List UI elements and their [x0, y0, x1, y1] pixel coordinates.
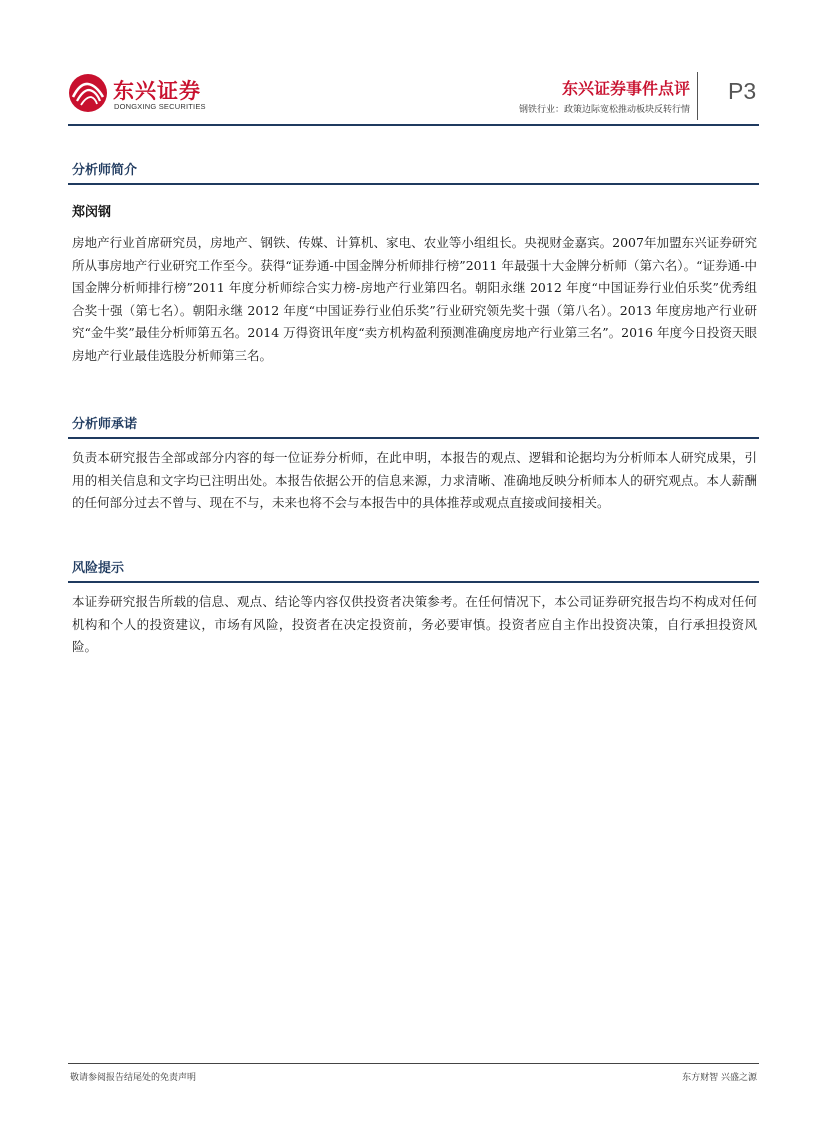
footer-rule — [68, 1063, 759, 1064]
risk-warning-section — [68, 559, 759, 659]
section-title-risk: 风险提示 — [72, 561, 125, 576]
report-title: 东兴证券事件点评 — [561, 79, 690, 98]
footer-disclaimer-note: 敬请参阅报告结尾处的免责声明 — [70, 1073, 197, 1083]
analyst-commitment-section — [68, 415, 759, 515]
logo-english-name: DONGXING SECURITIES — [114, 102, 206, 111]
footer-slogan: 东方财智 兴盛之源 — [682, 1073, 757, 1083]
analyst-name: 郑闵钢 — [72, 205, 112, 220]
section-title-analyst-intro: 分析师简介 — [72, 163, 138, 178]
page-header — [0, 0, 827, 130]
section-rule — [68, 183, 759, 185]
header-rule — [68, 124, 759, 126]
commitment-text: 负责本研究报告全部或部分内容的每一位证券分析师，在此申明，本报告的观点、逻辑和论据均为分析师本人研究成果，引用的相关信息和文字均已注明出处。本报告依据公开的信息来源，力求清晰、准确地反映分析师本人的研究观点。本人薪酬的任何部分过去不曾与、现在不与，未来也将不会与本报告中的具体推荐或观点直接或间接相关。 — [72, 450, 757, 511]
dongxing-logo-icon — [68, 73, 108, 113]
section-title-commitment: 分析师承诺 — [72, 417, 138, 432]
logo-chinese-name: 东兴证券 — [113, 79, 201, 103]
section-rule — [68, 437, 759, 439]
analyst-bio: 房地产行业首席研究员，房地产、钢铁、传媒、计算机、家电、农业等小组组长。央视财金嘉宾。2007年加盟东兴证券研究所从事房地产行业研究工作至今。获得“证券通-中国金牌分析师排行榜”2011 年最强十大金牌分析师（第六名）。“证券通-中国金牌分析师排行榜”2011 年度分析师综合实力榜-房地产行业第四名。朝阳永继 2012 年度“中国证券行业伯乐奖”优秀组合奖十强（第七名）。朝阳永继 2012 年度“中国证券行业伯乐奖”行业研究领先奖十强（第八名）。2013 年度房地产行业研究“金牛奖”最佳分析师第五名。2014 万得资讯年度“卖方机构盈利预测准确度房地产行业第三名”。2016 年度今日投资天眼房地产行业最佳选股分析师第三名。 — [72, 235, 757, 363]
company-logo — [68, 73, 208, 117]
analyst-intro-section — [68, 161, 759, 368]
section-rule — [68, 581, 759, 583]
report-subtitle: 钢铁行业：政策边际宽松推动板块反转行情 — [518, 105, 690, 115]
risk-text: 本证券研究报告所载的信息、观点、结论等内容仅供投资者决策参考。在任何情况下，本公司证券研究报告均不构成对任何机构和个人的投资建议，市场有风险，投资者在决定投资前，务必要审慎。投资者应自主作出投资决策，自行承担投资风险。 — [72, 594, 757, 655]
header-divider — [697, 72, 698, 120]
page-number: P3 — [728, 78, 757, 104]
